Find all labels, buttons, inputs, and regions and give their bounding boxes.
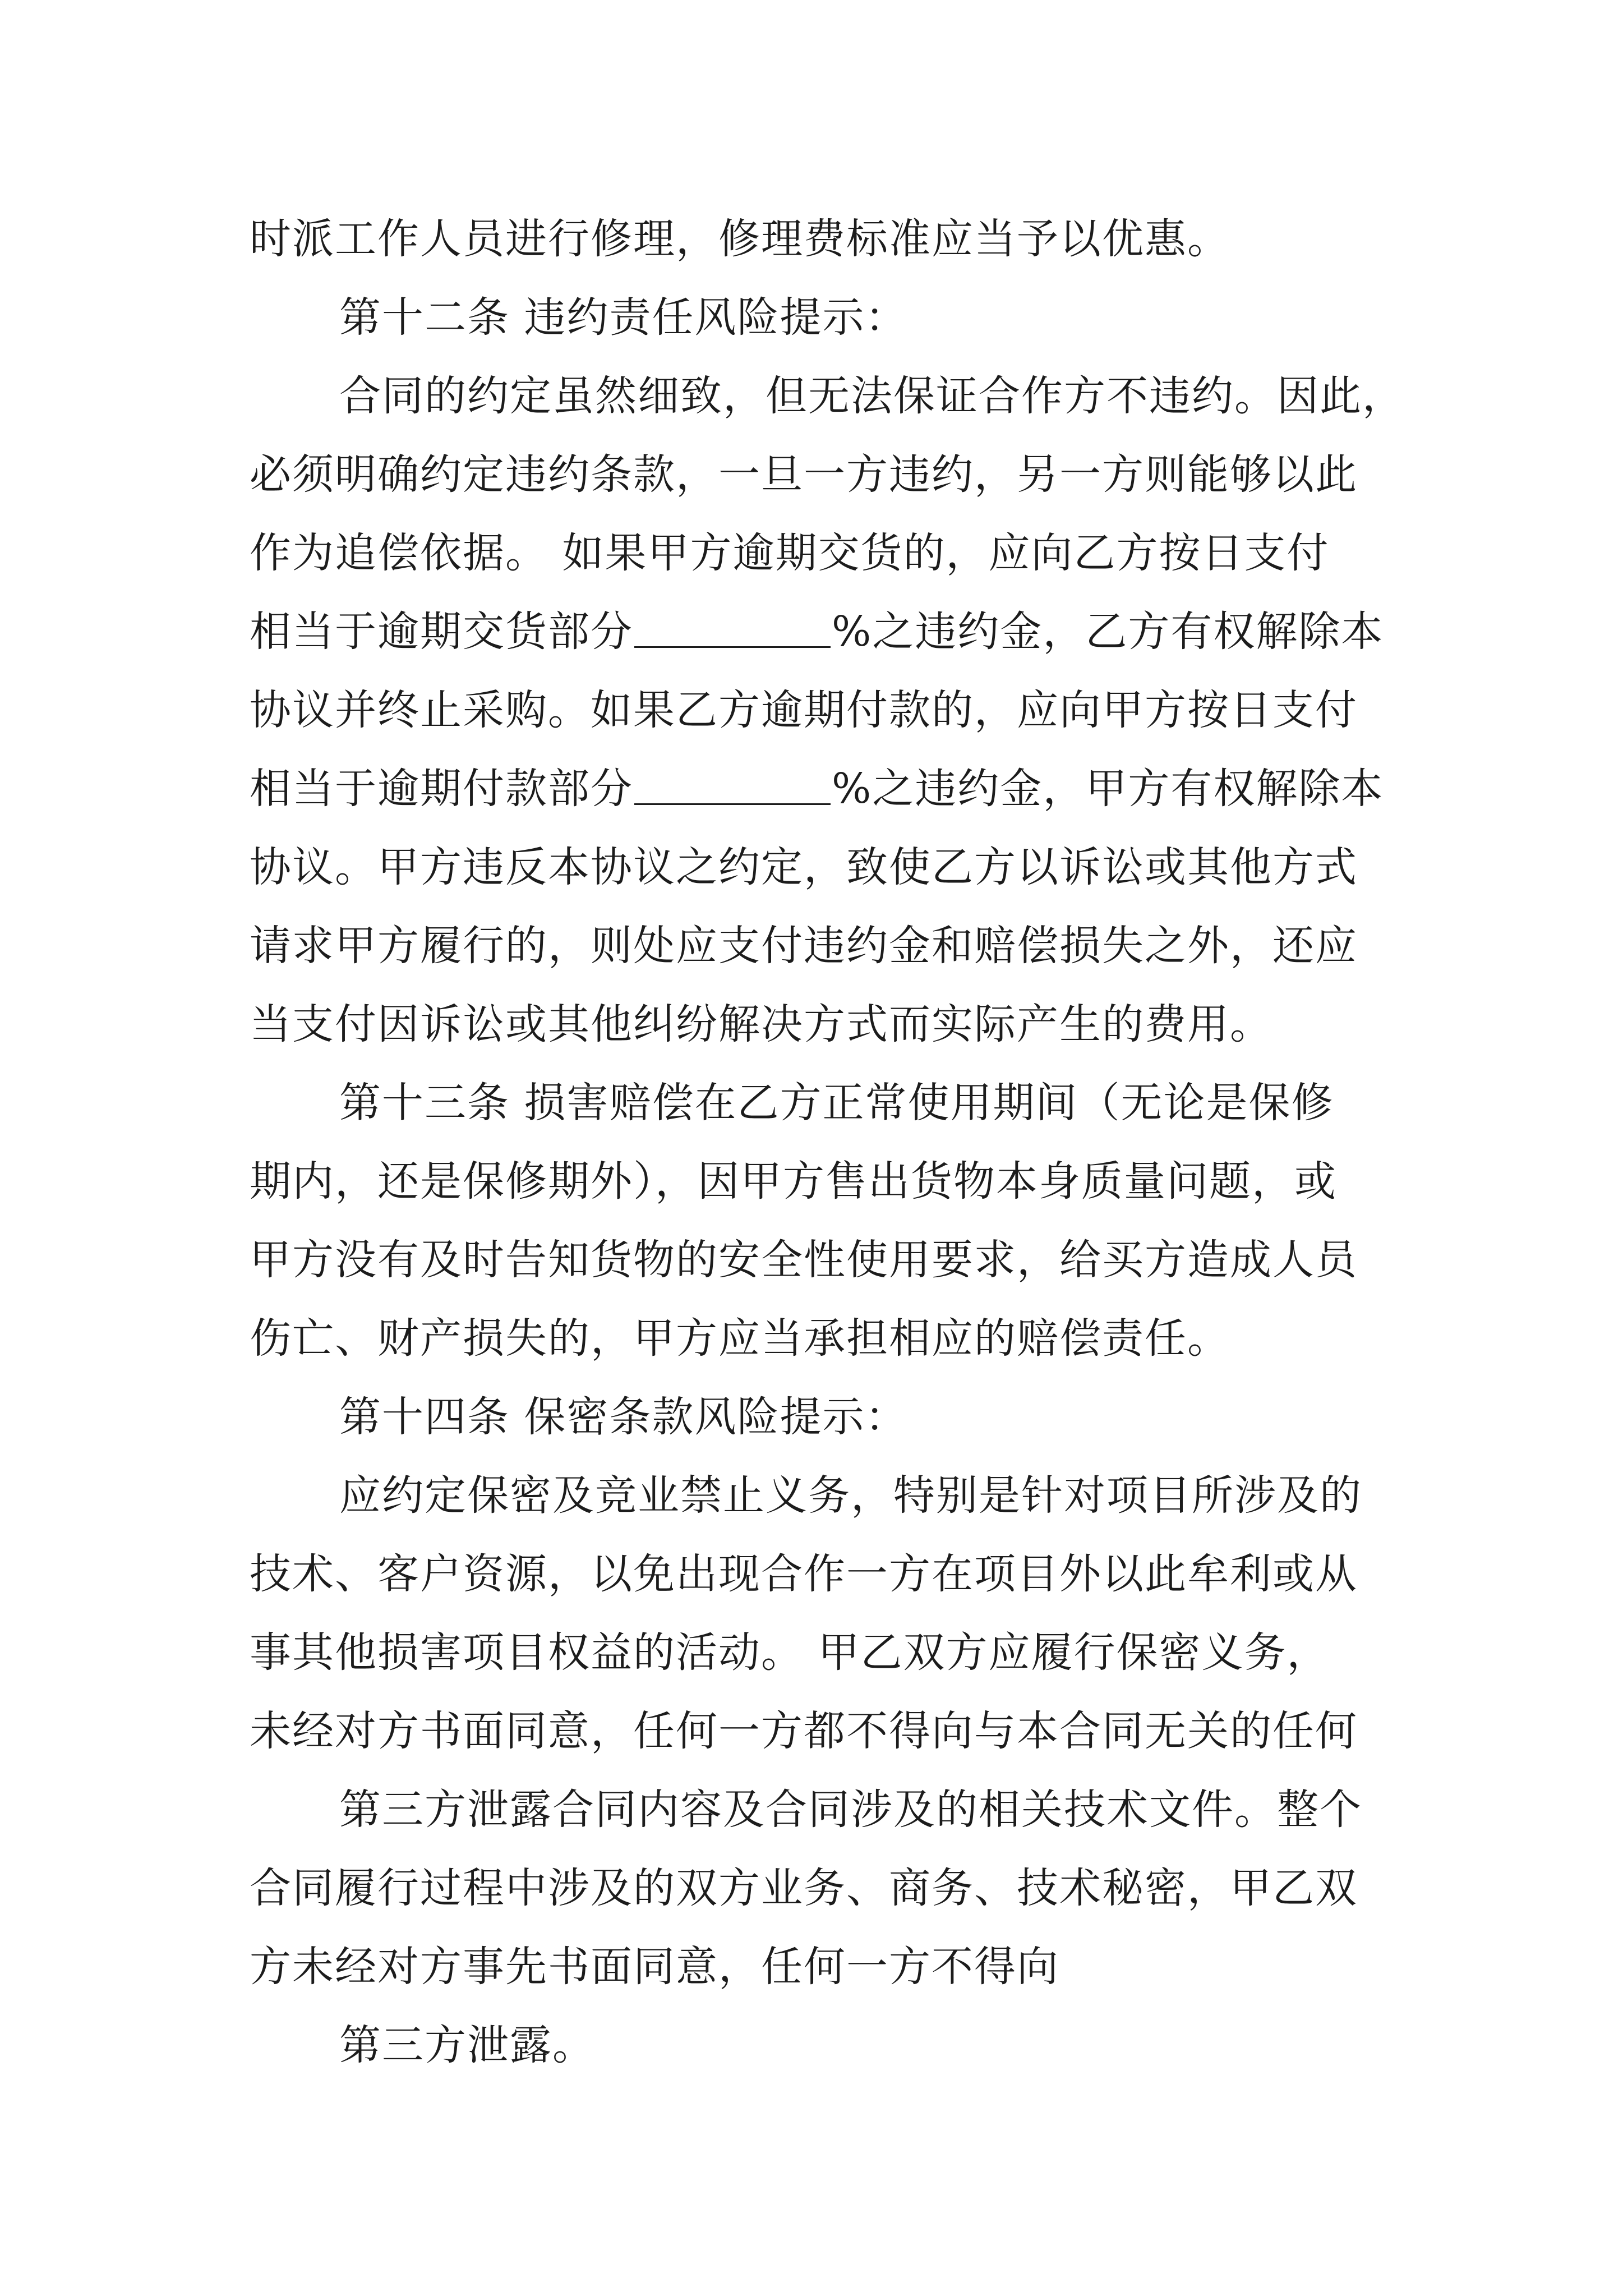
text-line-13: 期内，还是保修期外），因甲方售出货物本身质量问题，或: [250, 1157, 1337, 1205]
contract-body-text: [250, 200, 1405, 2085]
text-line-19: 事其他损害项目权益的活动。 甲乙双方应履行保密义务，: [250, 1628, 1330, 1677]
text-line-7: 协议并终止采购。如果乙方逾期付款的，应向甲方按日支付: [250, 686, 1358, 734]
text-line-17: 应约定保密及竞业禁止义务，特别是针对项目所涉及的: [339, 1471, 1362, 1520]
text-line-14: 甲方没有及时告知货物的安全性使用要求，给买方造成人员: [250, 1236, 1358, 1284]
late-delivery-penalty-blank: [634, 605, 831, 648]
text-line-8-part-1: 相当于逾期付款部分: [250, 765, 633, 813]
text-line-11: 当支付因诉讼或其他纠纷解决方式而实际产生的费用。: [250, 1000, 1272, 1048]
text-line-8: [250, 749, 1388, 828]
text-line-23: 方未经对方事先书面同意，任何一方不得向: [250, 1943, 1059, 1991]
text-line-6-part-2: %之违约金，乙方有权解除本: [832, 608, 1384, 656]
text-line-6: [250, 592, 1388, 671]
text-line-6-part-1: 相当于逾期交货部分: [250, 608, 633, 656]
text-line-24: 第三方泄露。: [339, 2021, 595, 2069]
article-13-heading: 第十三条 损害赔偿在乙方正常使用期间（无论是保修: [339, 1079, 1334, 1127]
text-line-10: 请求甲方履行的，则处应支付违约金和赔偿损失之外，还应: [250, 922, 1358, 970]
article-14-heading: 第十四条 保密条款风险提示：: [339, 1393, 908, 1441]
text-line-22: 合同履行过程中涉及的双方业务、商务、技术秘密，甲乙双: [250, 1864, 1358, 1912]
article-12-heading: 第十二条 违约责任风险提示：: [339, 293, 908, 342]
text-line-8-part-2: %之违约金，甲方有权解除本: [832, 765, 1384, 813]
text-line-5: 作为追偿依据。 如果甲方逾期交货的，应向乙方按日支付: [250, 529, 1330, 577]
late-payment-penalty-blank: [634, 762, 831, 805]
text-line-9: 协议。甲方违反本协议之约定，致使乙方以诉讼或其他方式: [250, 843, 1358, 891]
text-line-21: 第三方泄露合同内容及合同涉及的相关技术文件。整个: [339, 1786, 1362, 1834]
text-line-15: 伤亡、财产损失的，甲方应当承担相应的赔偿责任。: [250, 1314, 1230, 1363]
text-line-18: 技术、客户资源，以免出现合作一方在项目外以此牟利或从: [250, 1550, 1358, 1598]
text-line-4: 必须明确约定违约条款，一旦一方违约，另一方则能够以此: [250, 450, 1358, 499]
text-line-3: 合同的约定虽然细致，但无法保证合作方不违约。因此，: [339, 372, 1405, 420]
text-line-20: 未经对方书面同意，任何一方都不得向与本合同无关的任何: [250, 1707, 1358, 1755]
text-line-1: 时派工作人员进行修理，修理费标准应当予以优惠。: [250, 215, 1230, 263]
